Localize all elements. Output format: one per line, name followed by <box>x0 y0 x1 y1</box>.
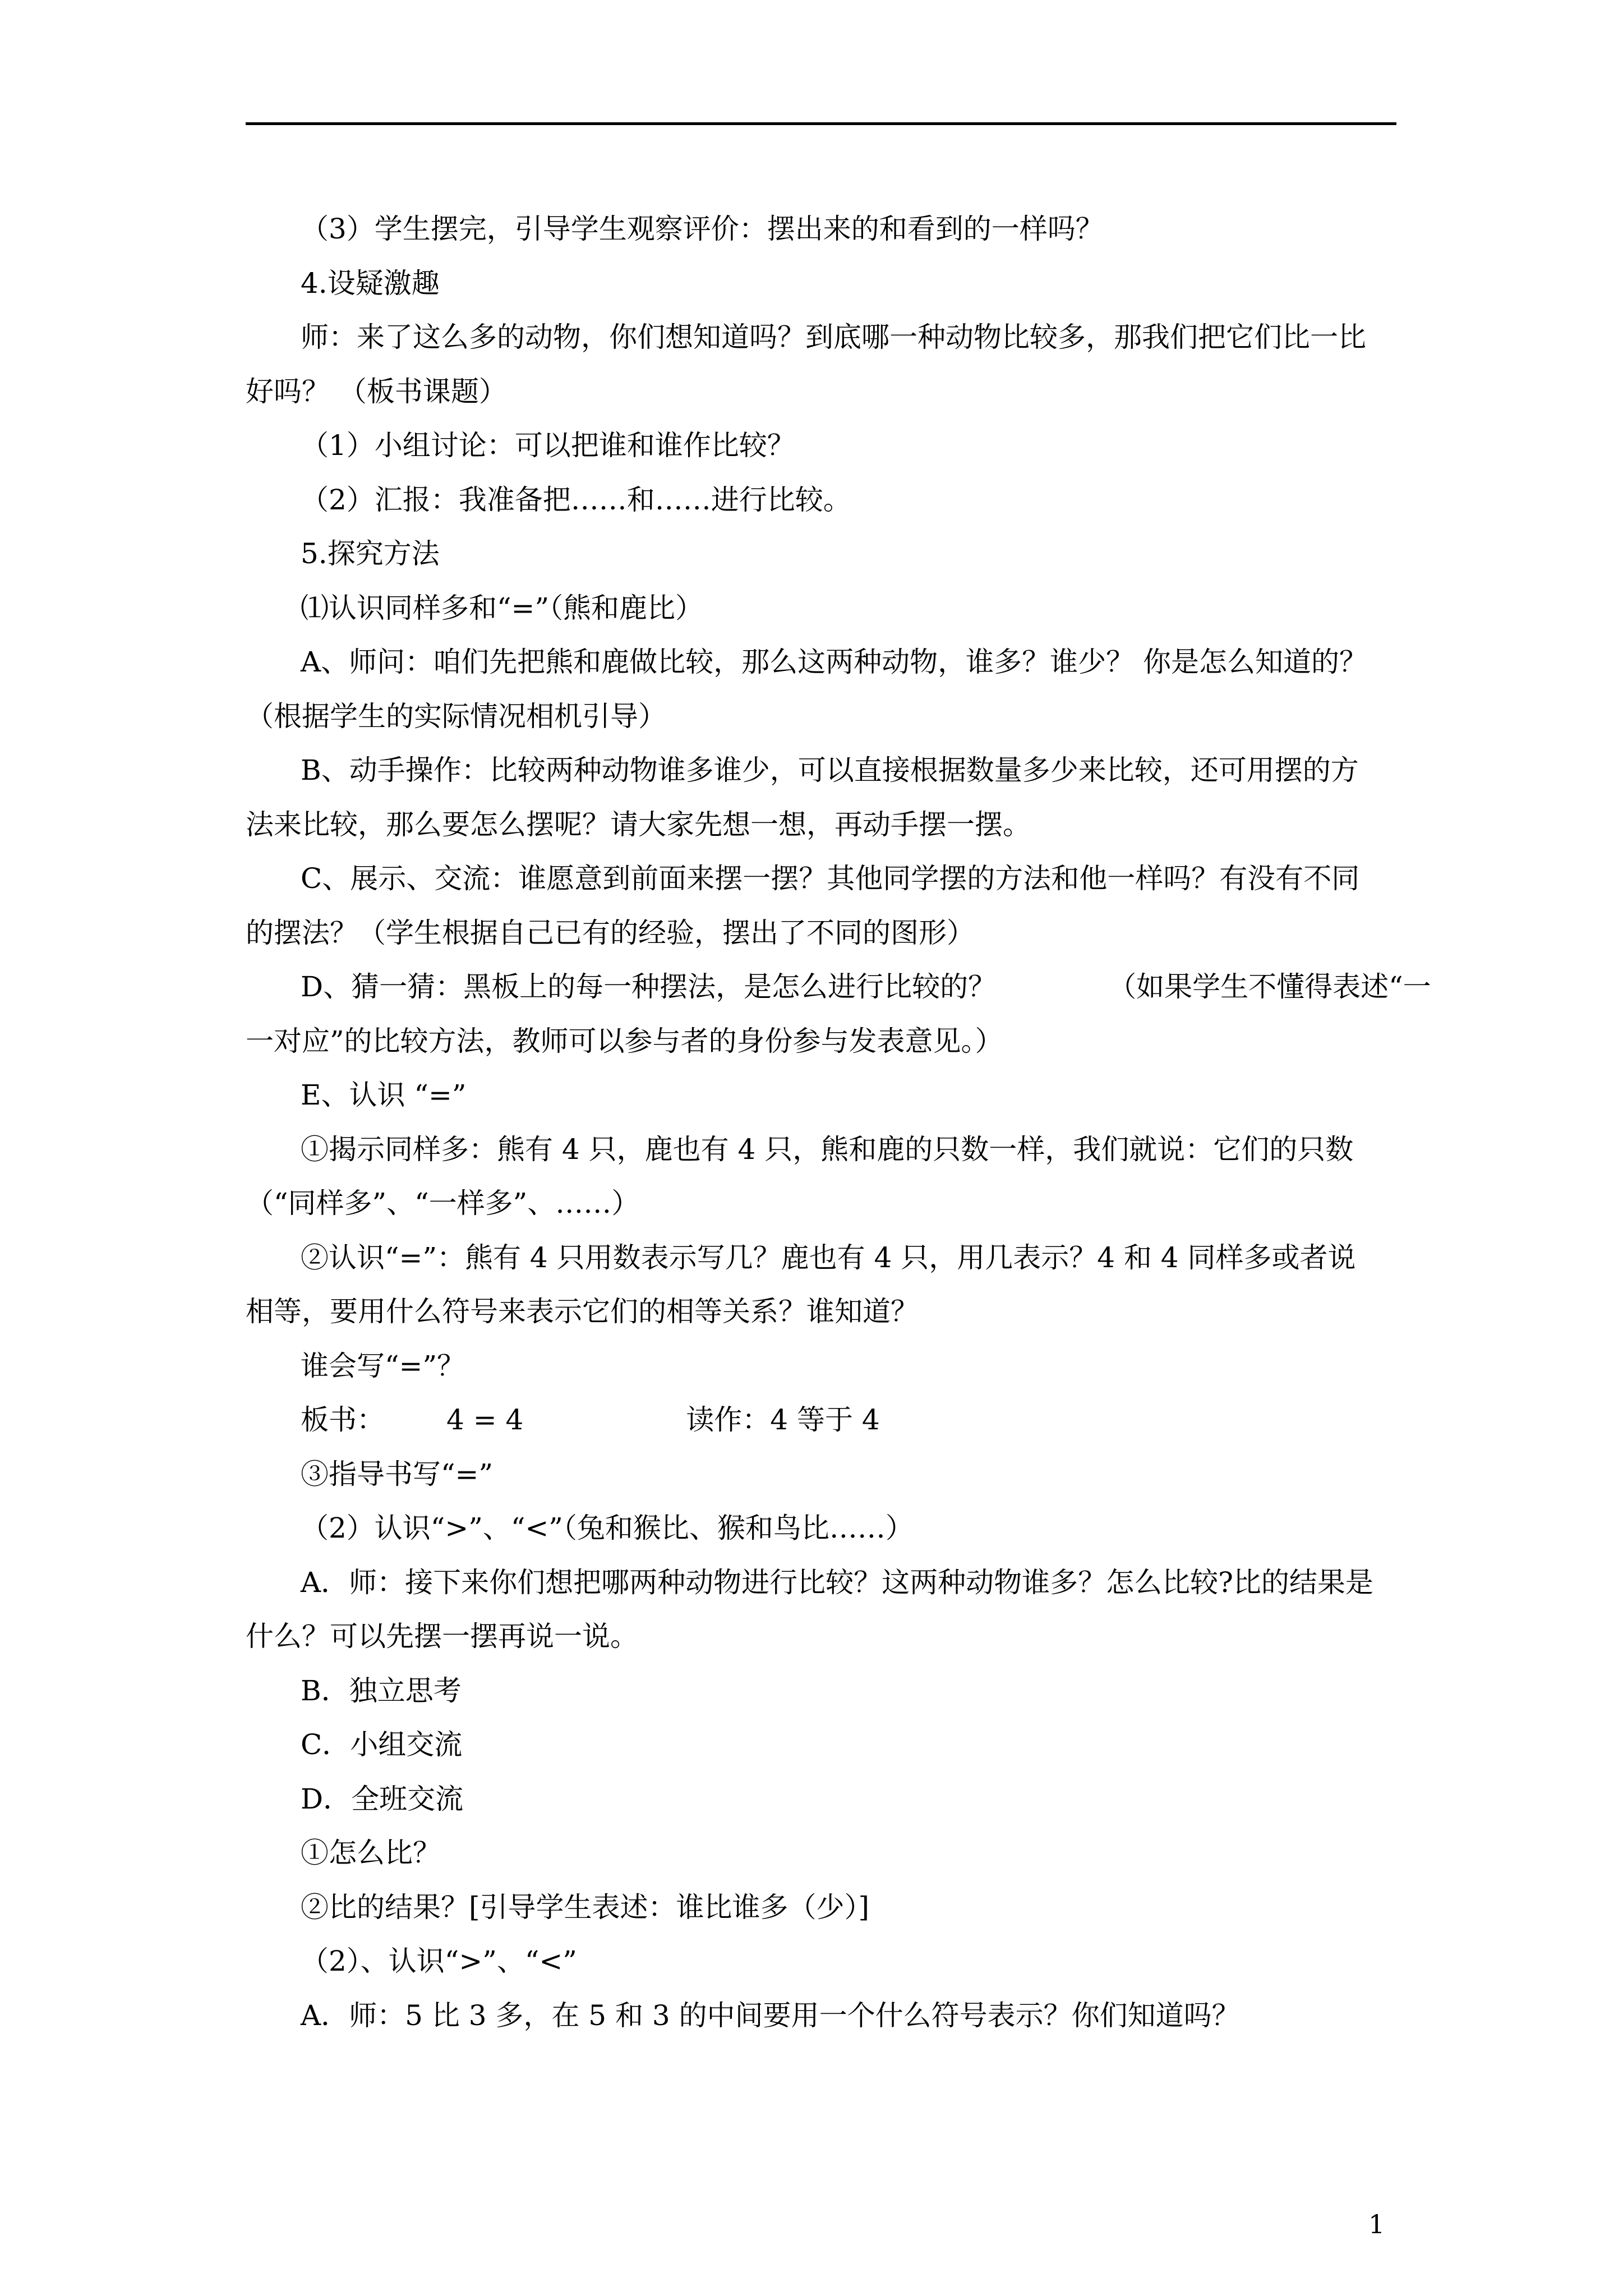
line-text: D、猜一猜：黑板上的每一种摆法，是怎么进行比较的？ <box>301 970 997 1003</box>
paragraph-line: 谁会写“=”？ <box>301 1349 465 1382</box>
line-text: 板书： <box>301 1404 385 1436</box>
paragraph-line: A．师：接下来你们想把哪两种动物进行比较？这两种动物谁多？怎么比较?比的结果是 <box>301 1566 1373 1599</box>
paragraph-line: （2）认识“>”、“<”（兔和猴比、猴和鸟比……） <box>301 1512 914 1544</box>
paragraph-line: （2）汇报：我准备把……和……进行比较。 <box>301 483 851 516</box>
paragraph-line: 一对应”的比较方法，教师可以参与者的身份参与发表意见。） <box>246 1024 1003 1057</box>
paragraph-line: ①揭示同样多：熊有 4 只，鹿也有 4 只，熊和鹿的只数一样，我们就说：它们的只数 <box>301 1133 1354 1166</box>
section-heading: 5.探究方法 <box>301 537 440 570</box>
paragraph-line: A．师：5 比 3 多，在 5 和 3 的中间要用一个什么符号表示？你们知道吗？ <box>301 1999 1240 2032</box>
paragraph-line: 好吗？ （板书课题） <box>246 375 507 408</box>
paragraph-line: 师：来了这么多的动物，你们想知道吗？到底哪一种动物比较多，那我们把它们比一比 <box>301 321 1366 353</box>
line-text: 4 = 4 <box>446 1404 524 1436</box>
paragraph-line: C、展示、交流：谁愿意到前面来摆一摆？其他同学摆的方法和他一样吗？有没有不同 <box>301 862 1360 895</box>
paragraph-line <box>246 1393 1396 1447</box>
paragraph-line: ⑴认识同样多和“=”（熊和鹿比） <box>301 591 704 624</box>
paragraph-line: （3）学生摆完，引导学生观察评价：摆出来的和看到的一样吗？ <box>301 213 1104 245</box>
section-heading: 4.设疑激趣 <box>301 266 440 300</box>
paragraph-line: C．小组交流 <box>301 1728 463 1761</box>
paragraph-line: E、认识 “=” <box>301 1079 467 1111</box>
document-body <box>246 202 1431 2042</box>
paragraph-line: （“同样多”、“一样多”、……） <box>246 1187 640 1220</box>
line-text: （如果学生不懂得表述“一 <box>1108 970 1431 1003</box>
paragraph-line: B、动手操作：比较两种动物谁多谁少，可以直接根据数量多少来比较，还可用摆的方 <box>301 754 1359 786</box>
paragraph-line <box>246 960 1431 1014</box>
paragraph-line: B．独立思考 <box>301 1674 462 1707</box>
paragraph-line: D．全班交流 <box>301 1782 464 1815</box>
header-rule <box>246 122 1396 125</box>
paragraph-line: （1）小组讨论：可以把谁和谁作比较？ <box>301 429 795 462</box>
paragraph-line: 的摆法？（学生根据自己已有的经验，摆出了不同的图形） <box>246 916 975 949</box>
paragraph-line: （2）、认识“>”、“<” <box>301 1945 577 1977</box>
paragraph-line: 法来比较，那么要怎么摆呢？请大家先想一想，再动手摆一摆。 <box>246 808 1031 841</box>
paragraph-line: 相等，要用什么符号来表示它们的相等关系？谁知道？ <box>246 1295 919 1328</box>
paragraph-line: ②比的结果？[引导学生表述：谁比谁多（少）] <box>301 1890 870 1924</box>
paragraph-line: （根据学生的实际情况相机引导） <box>246 700 666 733</box>
paragraph-line: 什么？可以先摆一摆再说一说。 <box>246 1620 638 1653</box>
paragraph-line: A、师问：咱们先把熊和鹿做比较，那么这两种动物，谁多？谁少？ 你是怎么知道的？ <box>301 646 1368 678</box>
paragraph-line: ②认识“=”：熊有 4 只用数表示写几？鹿也有 4 只，用几表示？4 和 4 同样多或者说 <box>301 1241 1356 1274</box>
page-number: 1 <box>1368 2209 1385 2239</box>
paragraph-line: ③指导书写“=” <box>301 1457 494 1490</box>
line-text: 读作：4 等于 4 <box>686 1404 880 1436</box>
paragraph-line: ①怎么比？ <box>301 1837 441 1869</box>
